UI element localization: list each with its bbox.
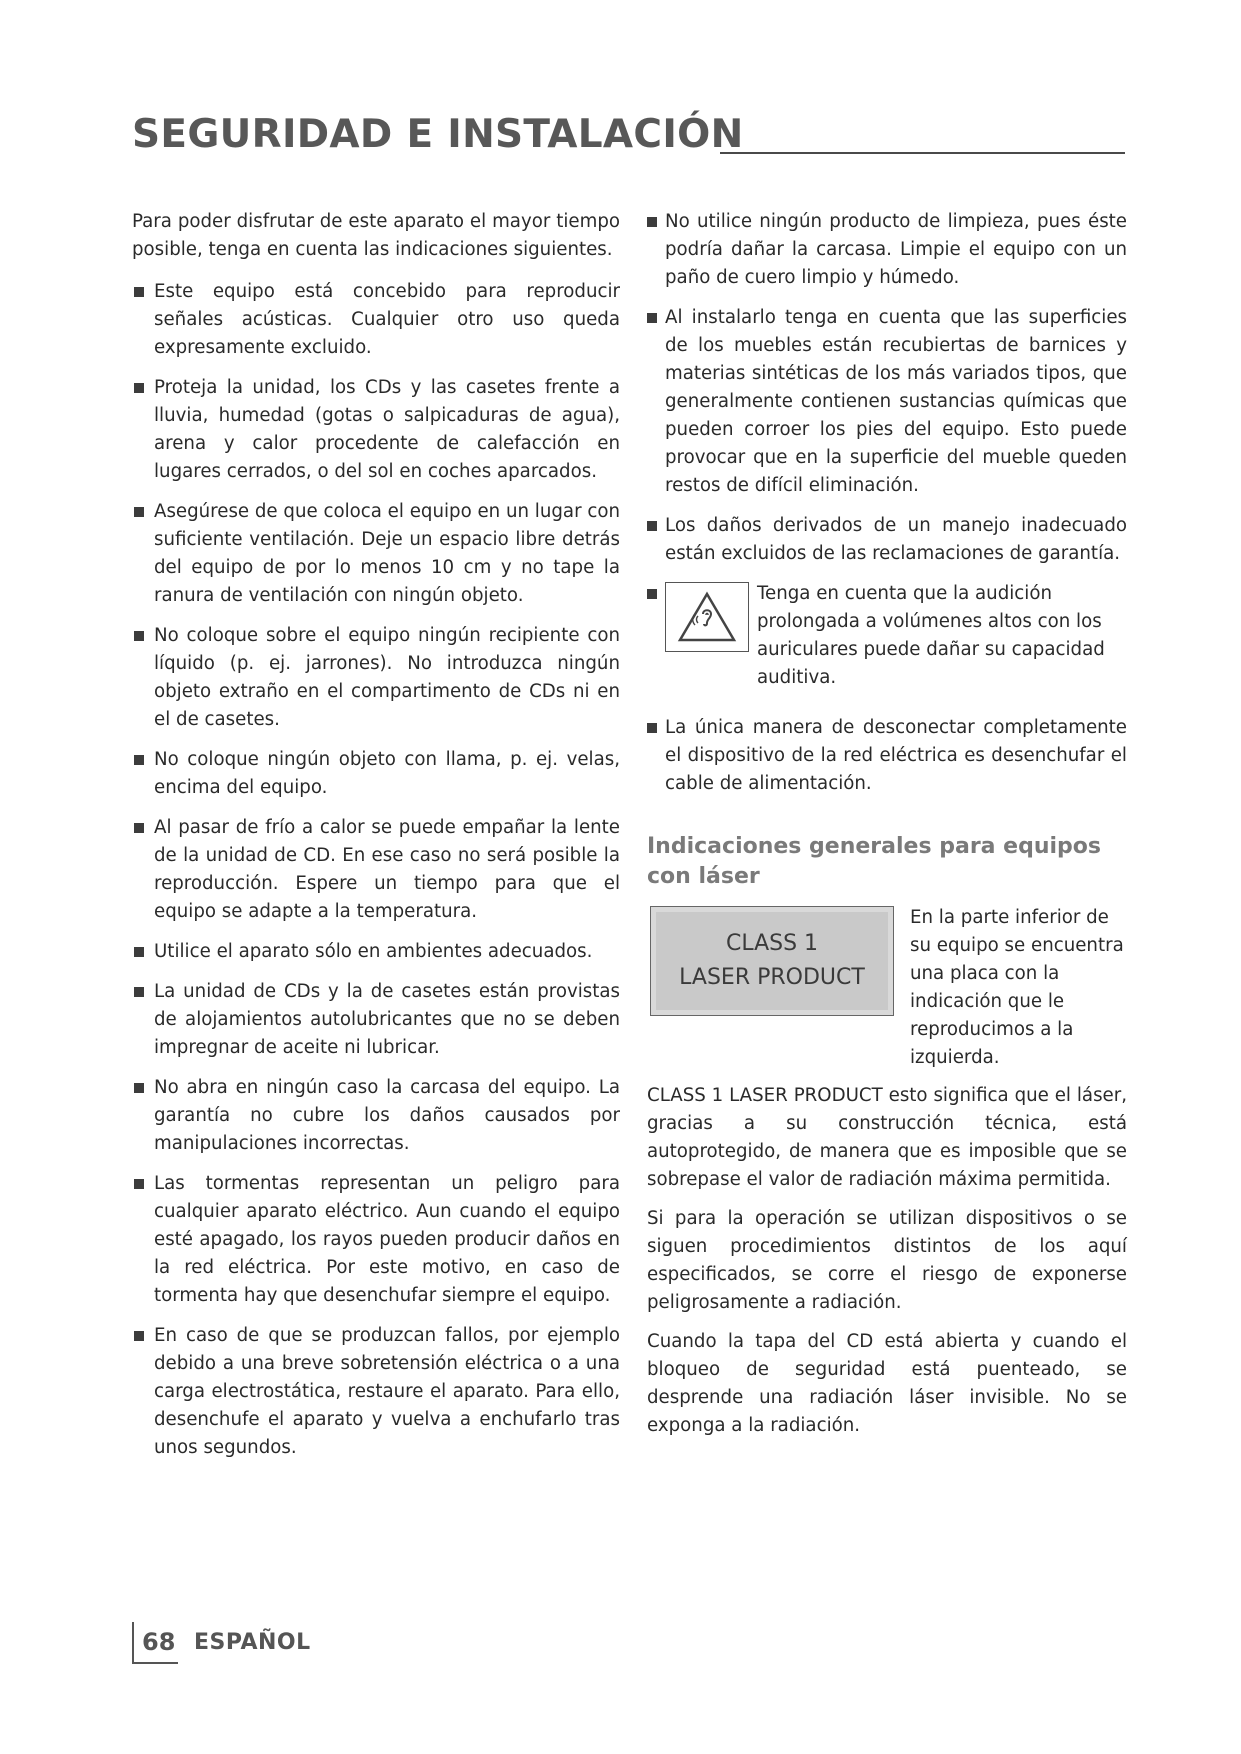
laser-label-line2: LASER PRODUCT (679, 965, 865, 990)
list-item: La única manera de desconectar completamente el dispositivo de la red eléctrica es desenchufar el cable de alimentación. (647, 714, 1127, 798)
list-item: Los daños derivados de un manejo inadecuado están excluidos de las reclamaciones de garantía. (647, 512, 1127, 568)
page-header (132, 112, 1125, 162)
square-bullet-icon (134, 1179, 144, 1189)
list-item: La unidad de CDs y la de casetes están provistas de alojamientos autolubricantes que no se deben impregnar de aceite ni lubricar. (132, 978, 620, 1062)
laser-paragraph: Cuando la tapa del CD está abierta y cuando el bloqueo de seguridad está puenteado, se desprende una radiación láser invisible. No se exponga a la radiación. (647, 1331, 1127, 1436)
square-bullet-icon (647, 217, 657, 227)
square-bullet-icon (134, 287, 144, 297)
list-item: No utilice ningún producto de limpieza, pues éste podría dañar la carcasa. Limpie el equipo con un paño de cuero limpio y húmedo. (647, 208, 1127, 292)
list-item: Al pasar de frío a calor se puede empañar la lente de la unidad de CD. En ese caso no será posible la reproducción. Espere un tiempo para que el equipo se adapte a la temperatura. (132, 814, 620, 926)
page-footer (132, 1622, 432, 1664)
hearing-warning-icon (665, 582, 749, 652)
laser-class-label (650, 906, 894, 1016)
footer-bar (132, 1622, 134, 1664)
laser-section-title: Indicaciones generales para equipos con láser (647, 834, 1101, 889)
square-bullet-icon (647, 521, 657, 531)
square-bullet-icon (134, 823, 144, 833)
laser-label-line1: CLASS 1 (725, 931, 819, 956)
square-bullet-icon (134, 987, 144, 997)
square-bullet-icon (134, 383, 144, 393)
square-bullet-icon (134, 755, 144, 765)
list-item: Las tormentas representan un peligro para cualquier aparato eléctrico. Aun cuando el equipo esté apagado, los rayos pueden producir daños en la red eléctrica. Por este motivo, en caso de tormenta hay que desenchufar siempre el equipo. (132, 1170, 620, 1310)
square-bullet-icon (134, 1083, 144, 1093)
hearing-warning-text: Tenga en cuenta que la audición prolongada a volúmenes altos con los auriculares puede dañar su capacidad auditiva. (757, 583, 1105, 688)
laser-label-description: En la parte inferior de su equipo se encuentra una placa con la indicación que le reproducimos a la izquierda. (910, 907, 1124, 1068)
page-title: SEGURIDAD E INSTALACIÓN (132, 112, 744, 157)
right-column (647, 208, 1127, 1451)
hearing-warning-item (647, 580, 1127, 692)
list-item: En caso de que se produzcan fallos, por ejemplo debido a una breve sobretensión eléctrica o a una carga electrostática, restaure el aparato. Para ello, desenchufe el aparato y vuelva a enchufarlo tras unos segundos. (132, 1322, 620, 1462)
list-item: Este equipo está concebido para reproducir señales acústicas. Cualquier otro uso queda expresamente excluido. (132, 278, 620, 362)
square-bullet-icon (647, 723, 657, 733)
title-rule (720, 152, 1125, 154)
right-bullet-list (647, 208, 1127, 798)
square-bullet-icon (134, 507, 144, 517)
square-bullet-icon (134, 947, 144, 957)
intro-text: Para poder disfrutar de este aparato el mayor tiempo posible, tenga en cuenta las indicaciones siguientes. (132, 211, 620, 260)
laser-label-row (647, 904, 1127, 1072)
list-item: Asegúrese de que coloca el equipo en un lugar con suficiente ventilación. Deje un espacio libre detrás del equipo de por lo menos 10 cm y no tape la ranura de ventilación con ningún objeto. (132, 498, 620, 610)
list-item: No abra en ningún caso la carcasa del equipo. La garantía no cubre los daños causados por manipulaciones incorrectas. (132, 1074, 620, 1158)
list-item: Al instalarlo tenga en cuenta que las superficies de los muebles están recubiertas de barnices y materias sintéticas de los más variados tipos, que generalmente contienen sustancias químicas que pueden corroer los pies del equipo. Esto puede provocar que en la superficie del mueble queden restos de difícil eliminación. (647, 304, 1127, 500)
left-bullet-list (132, 278, 620, 1462)
square-bullet-icon (134, 1331, 144, 1341)
square-bullet-icon (134, 631, 144, 641)
language-label: ESPAÑOL (194, 1630, 311, 1655)
laser-paragraph: Si para la operación se utilizan dispositivos o se siguen procedimientos distintos de los aquí especificados, se corre el riesgo de exponerse peligrosamente a radiación. (647, 1208, 1127, 1313)
square-bullet-icon (647, 589, 657, 599)
list-item: Proteja la unidad, los CDs y las casetes frente a lluvia, humedad (gotas o salpicaduras de agua), arena y calor procedente de calefacción en lugares cerrados, o del sol en coches aparcados. (132, 374, 620, 486)
list-item: No coloque sobre el equipo ningún recipiente con líquido (p. ej. jarrones). No introduzca ningún objeto extraño en el compartimento de CDs ni en el de casetes. (132, 622, 620, 734)
page-number: 68 (142, 1628, 176, 1656)
list-item: No coloque ningún objeto con llama, p. ej. velas, encima del equipo. (132, 746, 620, 802)
square-bullet-icon (647, 313, 657, 323)
list-item: Utilice el aparato sólo en ambientes adecuados. (132, 938, 620, 966)
left-column (132, 208, 620, 1474)
laser-paragraph: CLASS 1 LASER PRODUCT esto significa que el láser, gracias a su construcción técnica, está autoprotegido, de manera que es imposible que se sobrepase el valor de radiación máxima permitida. (647, 1085, 1127, 1190)
footer-underline (132, 1662, 178, 1664)
